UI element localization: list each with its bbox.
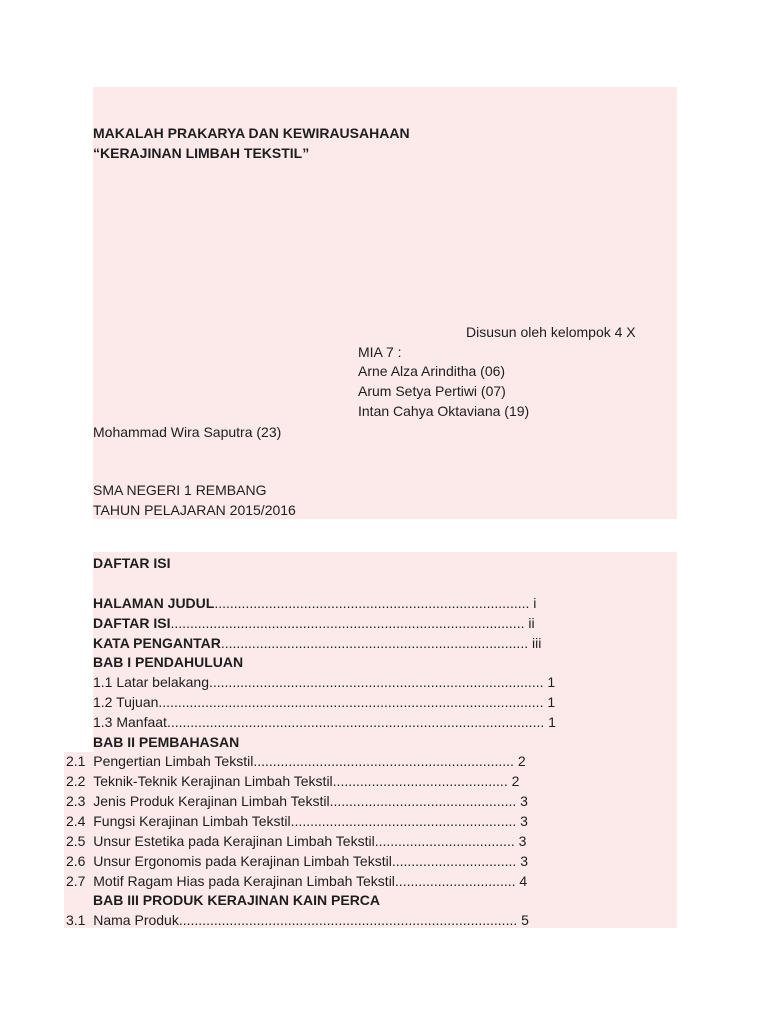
toc-entry-leader: ...................................................................................................: [158, 694, 544, 710]
toc-entry-label: Pengertian Limbah Tekstil: [93, 753, 254, 769]
toc-entry-page: 4: [519, 873, 528, 889]
toc-entry-leader: ................................................: [329, 793, 517, 809]
toc-entry-leader: .................................................................................: [214, 595, 530, 611]
toc-entry-page: 3: [520, 853, 528, 869]
authors-intro-a: Disusun oleh kelompok 4 X: [466, 324, 636, 340]
toc-entry-label: Nama Produk: [93, 912, 179, 928]
toc-entry: [66, 911, 529, 929]
toc-entry-number: 2.7: [66, 873, 86, 889]
toc-entry-label: Jenis Produk Kerajinan Limbah Tekstil: [93, 793, 330, 809]
toc-entry-number: 2.3: [66, 793, 86, 809]
cover-title-line1: MAKALAH PRAKARYA DAN KEWIRAUSAHAAN: [93, 125, 410, 141]
toc-entry-leader: ...................................................................: [253, 753, 514, 769]
author-2: Arum Setya Pertiwi (07): [358, 383, 506, 399]
toc-entry-number: 2.4: [66, 813, 86, 829]
toc-entry-leader: ....................................: [374, 833, 515, 849]
toc-entry: [93, 693, 555, 711]
toc-entry-label: Teknik-Teknik Kerajinan Limbah Tekstil: [93, 773, 333, 789]
toc-entry-leader: ................................: [391, 853, 517, 869]
toc-entry-leader: ..........................................................: [290, 813, 517, 829]
toc-entry-label: Fungsi Kerajinan Limbah Tekstil: [93, 813, 291, 829]
toc-chapter-heading: BAB III PRODUK KERAJINAN KAIN PERCA: [93, 892, 381, 908]
toc-entry-label: Unsur Ergonomis pada Kerajinan Limbah Tekstil: [93, 853, 392, 869]
toc-entry: [93, 614, 535, 632]
toc-entry-page: 3: [520, 813, 528, 829]
toc-entry-page: 1: [548, 714, 556, 730]
author-4: Mohammad Wira Saputra (23): [93, 424, 282, 440]
toc-entry-page: iii: [532, 635, 542, 651]
toc-entry-number: 2.1: [66, 753, 86, 769]
toc-entry-page: 1: [547, 694, 556, 710]
toc-entry: [66, 852, 528, 870]
toc-entry-page: 3: [520, 793, 528, 809]
toc-entry-page: i: [533, 595, 537, 611]
toc-entry-page: 5: [521, 912, 529, 928]
toc-entry: [93, 713, 556, 731]
toc-entry: [66, 832, 526, 850]
toc-entry: [66, 792, 528, 810]
toc-entry-leader: ......................................................................................: [208, 674, 544, 690]
toc-entry-number: 3.1: [66, 912, 86, 928]
toc-entry-label: 1.3 Manfaat: [93, 714, 167, 730]
toc-entry-page: 2: [511, 773, 520, 789]
toc-entry: [66, 872, 527, 890]
toc-entry-leader: ...............................: [394, 873, 516, 889]
toc-entry-page: 3: [518, 833, 527, 849]
toc-entry-label: 1.2 Tujuan: [93, 694, 159, 710]
toc-entry-page: 1: [547, 674, 556, 690]
toc-entry-label: Unsur Estetika pada Kerajinan Limbah Tekstil: [93, 833, 375, 849]
toc-entry: [93, 673, 555, 691]
academic-year: TAHUN PELAJARAN 2015/2016: [93, 502, 296, 518]
toc-entry-page: ii: [528, 615, 535, 631]
toc-entry-leader: .......................................................................................: [178, 912, 518, 928]
toc-entry-label: 1.1 Latar belakang: [93, 674, 209, 690]
toc-entry-label: DAFTAR ISI: [93, 615, 171, 631]
toc-entry: [93, 634, 541, 652]
author-1: Arne Alza Arinditha (06): [358, 363, 506, 379]
toc-entry-number: 2.6: [66, 853, 86, 869]
toc-heading: DAFTAR ISI: [93, 555, 171, 571]
toc-entry-label: KATA PENGANTAR: [93, 635, 221, 651]
toc-entry-leader: .................................................................................................: [166, 714, 545, 730]
toc-entry-leader: .............................................: [332, 773, 508, 789]
toc-chapter-heading: BAB I PENDAHULUAN: [93, 654, 244, 670]
toc-entry: [66, 812, 528, 830]
toc-chapter-heading: BAB II PEMBAHASAN: [93, 734, 240, 750]
toc-entry: [93, 594, 536, 612]
toc-entry-page: 2: [517, 753, 526, 769]
toc-entry-leader: ...........................................................................................: [170, 615, 525, 631]
toc-entry-number: 2.2: [66, 773, 86, 789]
cover-title-line2: “KERAJINAN LIMBAH TEKSTIL”: [93, 145, 310, 161]
toc-entry-leader: ...............................................................................: [220, 635, 529, 651]
school-name: SMA NEGERI 1 REMBANG: [93, 482, 267, 498]
author-3: Intan Cahya Oktaviana (19): [358, 403, 530, 419]
toc-entry-label: HALAMAN JUDUL: [93, 595, 215, 611]
authors-intro-b: MIA 7 :: [358, 344, 402, 360]
toc-entry-label: Motif Ragam Hias pada Kerajinan Limbah Tekstil: [93, 873, 395, 889]
toc-entry: [66, 772, 519, 790]
toc-entry-number: 2.5: [66, 833, 86, 849]
toc-entry: [66, 752, 526, 770]
